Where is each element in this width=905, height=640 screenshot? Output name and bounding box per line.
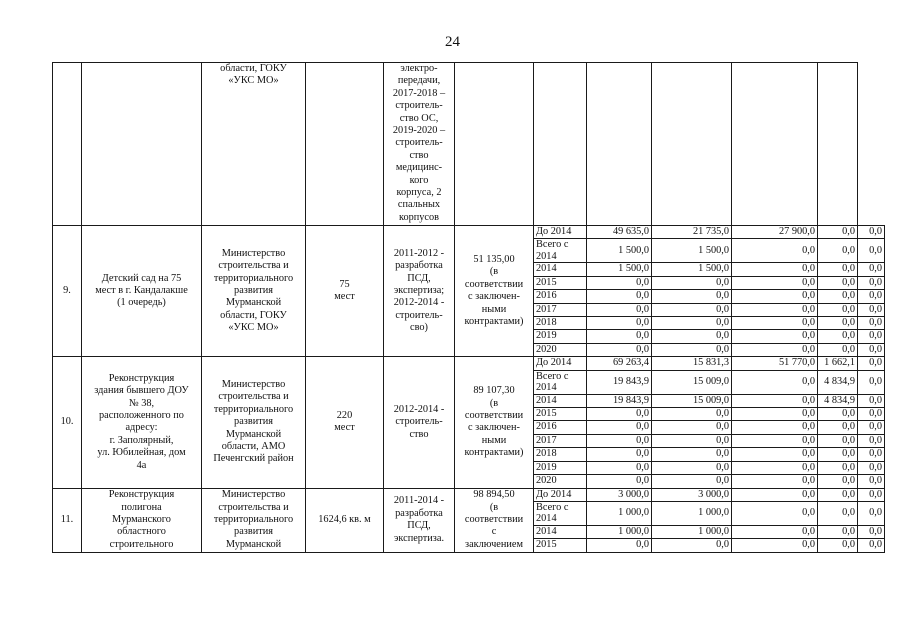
value-cell: 0,0	[732, 330, 818, 343]
value-cell: 1 500,0	[652, 239, 732, 263]
cell-line: г. Заполярный,	[109, 434, 174, 446]
value-cell: 0,0	[732, 475, 818, 488]
year-cell: 2020	[534, 343, 587, 356]
year-cell: До 2014	[534, 488, 587, 501]
cell-line: 98 894,50	[473, 489, 515, 501]
value-cell: 0,0	[858, 448, 885, 461]
value-cell: 0,0	[732, 343, 818, 356]
year-cell: 2016	[534, 290, 587, 303]
cell-line: № 38,	[128, 397, 155, 409]
continuation-cell	[732, 63, 818, 226]
cell-line: развития	[234, 416, 273, 428]
cell-line: 2011-2014 -	[393, 495, 445, 507]
cell-line: Реконструкция	[108, 372, 175, 384]
value-cell: 15 009,0	[652, 370, 732, 394]
cell-line: здания бывшего ДОУ	[94, 385, 189, 397]
value-cell: 0,0	[587, 475, 652, 488]
value-cell: 0,0	[732, 434, 818, 447]
year-cell: 2014	[534, 263, 587, 276]
value-cell: 0,0	[652, 461, 732, 474]
value-cell: 0,0	[587, 343, 652, 356]
cell-line: медицинс-	[395, 162, 443, 174]
year-cell: 2018	[534, 448, 587, 461]
cell-line: электро-	[400, 63, 438, 74]
cell-line: экспертиза;	[393, 284, 445, 296]
cell-line: передачи,	[397, 75, 441, 87]
value-cell: 0,0	[732, 370, 818, 394]
cell-line: мест	[334, 422, 355, 434]
value-cell: 1 500,0	[652, 263, 732, 276]
cell-line: мест	[334, 291, 355, 303]
cell-line: (в	[489, 501, 499, 513]
year-cell: До 2014	[534, 357, 587, 370]
cell-line: Печенгский район	[213, 453, 294, 465]
cell-line: 2012-2014 -	[393, 297, 445, 309]
continuation-cell	[82, 63, 202, 226]
cell-line: адресу:	[125, 422, 158, 434]
year-cell: Всего с 2014	[534, 370, 587, 394]
continuation-cell	[587, 63, 652, 226]
cell-line: 51 135,00	[473, 253, 515, 265]
value-cell: 0,0	[858, 239, 885, 263]
year-cell: 2017	[534, 303, 587, 316]
cell-line: контрактами)	[464, 447, 524, 459]
executor	[202, 226, 306, 357]
value-cell: 0,0	[818, 525, 858, 538]
cell-line: строитель-	[395, 309, 443, 321]
value-cell: 0,0	[858, 488, 885, 501]
value-cell: 0,0	[858, 461, 885, 474]
value-cell: 0,0	[587, 408, 652, 421]
continuation-executor	[202, 63, 306, 226]
cell-line: ул. Юбилейная, дом	[97, 447, 186, 459]
value-cell: 0,0	[652, 343, 732, 356]
cell-line: с	[491, 526, 497, 538]
value-cell: 0,0	[652, 434, 732, 447]
continuation-row	[53, 63, 885, 226]
cell-line: «УКС МО»	[228, 322, 279, 334]
cell-line: Министерство	[221, 378, 286, 390]
value-cell: 0,0	[858, 276, 885, 289]
value-cell: 15 831,3	[652, 357, 732, 370]
value-cell: 4 834,9	[818, 394, 858, 407]
value-cell: 0,0	[858, 357, 885, 370]
cell-line: 220	[336, 409, 353, 421]
cell-line: ПСД,	[407, 272, 431, 284]
continuation-cell	[534, 63, 587, 226]
value-cell: 27 900,0	[732, 226, 818, 239]
value-cell: 0,0	[587, 421, 652, 434]
value-cell: 1 500,0	[587, 263, 652, 276]
value-cell: 3 000,0	[587, 488, 652, 501]
continuation-cell	[455, 63, 534, 226]
value-cell: 0,0	[652, 330, 732, 343]
year-cell: 2018	[534, 317, 587, 330]
table-row	[53, 357, 885, 370]
value-cell: 0,0	[858, 408, 885, 421]
table-row	[53, 226, 885, 239]
value-cell: 0,0	[652, 317, 732, 330]
year-cell: 2020	[534, 475, 587, 488]
cell-line: строитель-	[395, 416, 443, 428]
value-cell: 0,0	[858, 421, 885, 434]
value-cell: 0,0	[587, 434, 652, 447]
table-row	[53, 488, 885, 501]
value-cell: 0,0	[587, 448, 652, 461]
cell-line: разработка	[395, 507, 443, 519]
value-cell: 19 843,9	[587, 370, 652, 394]
cell-line: Детский сад на 75	[101, 272, 182, 284]
cell-line: с заключен-	[468, 291, 520, 303]
continuation-cell	[818, 63, 858, 226]
value-cell: 0,0	[818, 408, 858, 421]
cell-line: заключением	[465, 538, 523, 550]
value-cell: 0,0	[858, 226, 885, 239]
value-cell: 0,0	[732, 488, 818, 501]
value-cell: 0,0	[652, 448, 732, 461]
value-cell: 0,0	[732, 317, 818, 330]
cell-line: развития	[234, 526, 273, 538]
cell-line: ство	[409, 428, 429, 440]
value-cell: 0,0	[858, 343, 885, 356]
cell-line: соответствии	[464, 513, 524, 525]
capacity	[306, 357, 384, 488]
cell-line: «УКС МО»	[228, 75, 279, 87]
value-cell: 0,0	[858, 475, 885, 488]
estimated-cost	[455, 357, 534, 488]
value-cell: 0,0	[587, 539, 652, 552]
stages	[384, 488, 455, 552]
value-cell: 51 770,0	[732, 357, 818, 370]
cell-line: расположенного по	[99, 409, 184, 421]
cell-line: строительного	[109, 538, 174, 550]
cell-line: территориального	[213, 403, 294, 415]
cell-line: Мурманской	[225, 538, 282, 550]
cell-line: экспертиза.	[393, 532, 445, 544]
row-number: 10.	[53, 357, 82, 488]
year-cell: 2017	[534, 434, 587, 447]
value-cell: 0,0	[818, 434, 858, 447]
cell-line: соответствии	[464, 278, 524, 290]
value-cell: 0,0	[652, 290, 732, 303]
cell-line: строитель-	[395, 137, 443, 149]
cell-line: Мурманского	[112, 513, 171, 525]
cell-line: 4а	[136, 459, 147, 471]
value-cell: 0,0	[818, 330, 858, 343]
value-cell: 21 735,0	[652, 226, 732, 239]
cell-line: территориального	[213, 272, 294, 284]
value-cell: 0,0	[652, 421, 732, 434]
stages	[384, 357, 455, 488]
cell-line: мест в г. Кандалакше	[95, 284, 188, 296]
value-cell: 0,0	[587, 276, 652, 289]
year-cell: Всего с 2014	[534, 501, 587, 525]
executor	[202, 357, 306, 488]
cell-line: развития	[234, 284, 273, 296]
value-cell: 69 263,4	[587, 357, 652, 370]
executor	[202, 488, 306, 552]
value-cell: 0,0	[652, 475, 732, 488]
row-number: 11.	[53, 488, 82, 552]
value-cell: 0,0	[587, 317, 652, 330]
value-cell: 49 635,0	[587, 226, 652, 239]
cell-line: (в	[489, 266, 499, 278]
object-name	[82, 488, 202, 552]
cell-line: Реконструкция	[108, 489, 175, 501]
year-cell: 2015	[534, 539, 587, 552]
cell-line: (в	[489, 397, 499, 409]
cell-line: областного	[117, 526, 166, 538]
year-cell: 2014	[534, 394, 587, 407]
year-cell: До 2014	[534, 226, 587, 239]
capacity	[306, 226, 384, 357]
stages	[384, 226, 455, 357]
value-cell: 0,0	[818, 539, 858, 552]
cell-line: спальных	[397, 199, 441, 211]
cell-line: 75	[339, 278, 350, 290]
continuation-cell	[652, 63, 732, 226]
cell-line: территориального	[213, 513, 294, 525]
cell-line: полигона	[121, 501, 162, 513]
value-cell: 0,0	[732, 408, 818, 421]
value-cell: 0,0	[858, 434, 885, 447]
value-cell: 0,0	[732, 421, 818, 434]
value-cell: 0,0	[858, 394, 885, 407]
value-cell: 0,0	[858, 525, 885, 538]
cell-line: корпуса, 2	[396, 187, 442, 199]
value-cell: 0,0	[858, 330, 885, 343]
value-cell: 1 000,0	[652, 501, 732, 525]
value-cell: 0,0	[732, 448, 818, 461]
value-cell: 15 009,0	[652, 394, 732, 407]
value-cell: 0,0	[818, 303, 858, 316]
value-cell: 0,0	[818, 461, 858, 474]
value-cell: 0,0	[818, 501, 858, 525]
value-cell: 0,0	[732, 276, 818, 289]
cell-line: области, ГОКУ	[220, 63, 287, 74]
continuation-stages	[384, 63, 455, 226]
value-cell: 1 000,0	[652, 525, 732, 538]
value-cell: 0,0	[732, 501, 818, 525]
cell-line: сво)	[410, 322, 428, 334]
value-cell: 0,0	[587, 461, 652, 474]
year-cell: 2015	[534, 276, 587, 289]
value-cell: 0,0	[587, 303, 652, 316]
value-cell: 0,0	[858, 539, 885, 552]
value-cell: 0,0	[818, 226, 858, 239]
value-cell: 0,0	[732, 303, 818, 316]
value-cell: 0,0	[587, 330, 652, 343]
cell-line: 1624,6 кв. м	[318, 513, 371, 525]
estimated-cost	[455, 488, 534, 552]
value-cell: 0,0	[818, 290, 858, 303]
year-cell: 2015	[534, 408, 587, 421]
cell-line: строительства и	[218, 391, 289, 403]
value-cell: 0,0	[732, 290, 818, 303]
cell-line: контрактами)	[464, 315, 524, 327]
cell-line: ными	[481, 303, 507, 315]
value-cell: 0,0	[732, 539, 818, 552]
object-name	[82, 357, 202, 488]
value-cell: 0,0	[818, 317, 858, 330]
value-cell: 0,0	[732, 263, 818, 276]
cell-line: 2011-2012 -	[393, 247, 445, 259]
value-cell: 0,0	[818, 488, 858, 501]
year-cell: Всего с 2014	[534, 239, 587, 263]
cell-line: ными	[481, 434, 507, 446]
year-cell: 2019	[534, 461, 587, 474]
value-cell: 0,0	[732, 394, 818, 407]
cell-line: с заключен-	[468, 422, 520, 434]
estimated-cost	[455, 226, 534, 357]
value-cell: 0,0	[732, 525, 818, 538]
cell-line: строитель-	[395, 100, 443, 112]
cell-line: Мурманской	[225, 428, 282, 440]
cell-line: 2019-2020 –	[392, 125, 446, 137]
cell-line: 2017-2018 –	[392, 87, 446, 99]
year-cell: 2014	[534, 525, 587, 538]
cell-line: кого	[409, 174, 429, 186]
cell-line: ство	[409, 149, 429, 161]
cell-line: Министерство	[221, 489, 286, 501]
value-cell: 0,0	[858, 317, 885, 330]
value-cell: 0,0	[818, 276, 858, 289]
value-cell: 0,0	[732, 239, 818, 263]
value-cell: 1 000,0	[587, 525, 652, 538]
year-cell: 2016	[534, 421, 587, 434]
value-cell: 0,0	[587, 290, 652, 303]
cell-line: области, ГОКУ	[220, 309, 287, 321]
continuation-cell	[53, 63, 82, 226]
value-cell: 0,0	[652, 408, 732, 421]
cell-line: строительства и	[218, 260, 289, 272]
value-cell: 0,0	[858, 501, 885, 525]
cell-line: (1 очередь)	[117, 297, 166, 309]
value-cell: 0,0	[818, 448, 858, 461]
value-cell: 0,0	[858, 263, 885, 276]
object-name	[82, 226, 202, 357]
value-cell: 0,0	[818, 475, 858, 488]
value-cell: 0,0	[858, 303, 885, 316]
cell-line: Министерство	[221, 247, 286, 259]
value-cell: 0,0	[858, 290, 885, 303]
value-cell: 1 500,0	[587, 239, 652, 263]
cell-line: 89 107,30	[473, 385, 515, 397]
row-number: 9.	[53, 226, 82, 357]
continuation-cell	[306, 63, 384, 226]
value-cell: 0,0	[818, 239, 858, 263]
value-cell: 0,0	[818, 263, 858, 276]
year-cell: 2019	[534, 330, 587, 343]
value-cell: 3 000,0	[652, 488, 732, 501]
cell-line: Мурманской	[225, 297, 282, 309]
value-cell: 0,0	[732, 461, 818, 474]
page-number: 24	[445, 34, 460, 50]
value-cell: 0,0	[858, 370, 885, 394]
cell-line: соответствии	[464, 409, 524, 421]
cell-line: корпусов	[398, 211, 440, 223]
value-cell: 19 843,9	[587, 394, 652, 407]
cell-line: 2012-2014 -	[393, 403, 445, 415]
cell-line: ПСД,	[407, 520, 431, 532]
value-cell: 4 834,9	[818, 370, 858, 394]
cell-line: строительства и	[218, 501, 289, 513]
value-cell: 0,0	[652, 303, 732, 316]
value-cell: 1 000,0	[587, 501, 652, 525]
value-cell: 1 662,1	[818, 357, 858, 370]
value-cell: 0,0	[652, 539, 732, 552]
value-cell: 0,0	[818, 343, 858, 356]
cell-line: области, АМО	[221, 440, 286, 452]
capacity	[306, 488, 384, 552]
cell-line: разработка	[395, 260, 443, 272]
value-cell: 0,0	[652, 276, 732, 289]
value-cell: 0,0	[818, 421, 858, 434]
budget-table	[52, 62, 885, 553]
cell-line: ство ОС,	[399, 112, 439, 124]
